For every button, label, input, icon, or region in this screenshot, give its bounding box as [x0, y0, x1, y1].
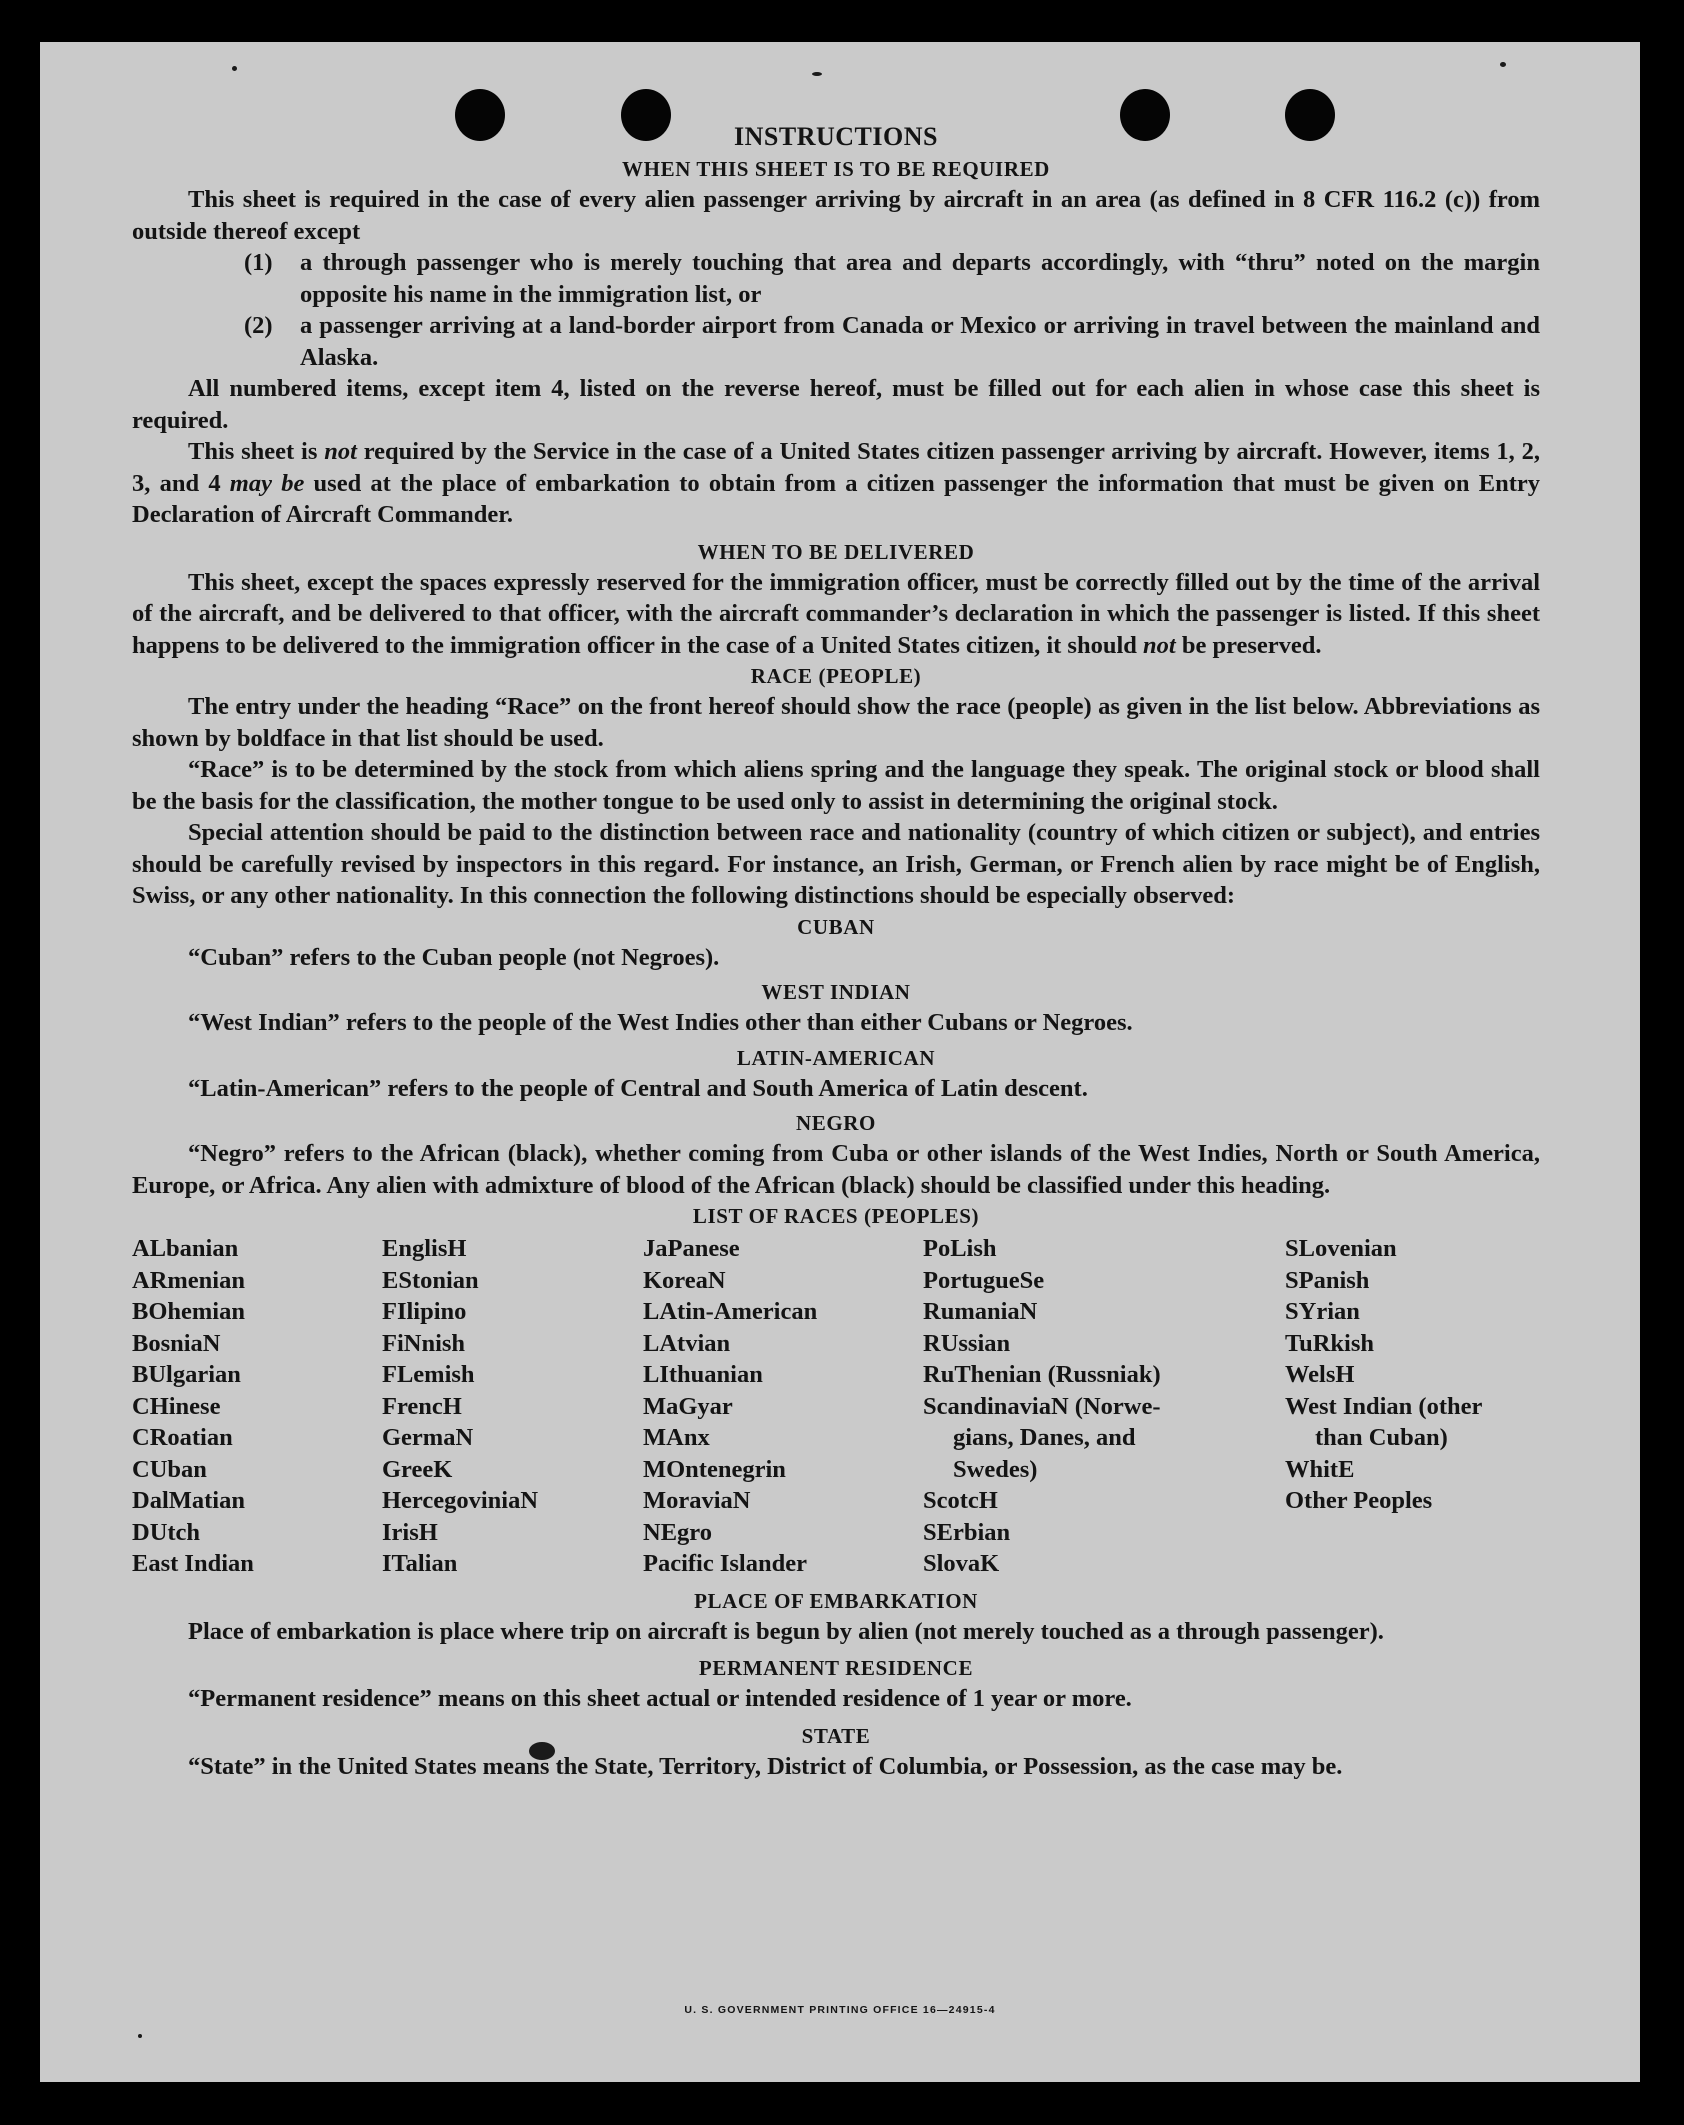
race-entry: KoreaN [643, 1266, 726, 1294]
heading-place-of-embarkation: PLACE OF EMBARKATION [694, 1588, 978, 1613]
race-entry: IrisH [382, 1518, 438, 1546]
race-entry: PoLish [923, 1235, 997, 1262]
race-entry: FIlipino [382, 1298, 467, 1325]
race-entry: MAnx [643, 1424, 710, 1451]
heading-when-required: WHEN THIS SHEET IS TO BE REQUIRED [622, 157, 1050, 181]
race-entry: LAtvian [643, 1329, 731, 1357]
race-entry: ALbanian [132, 1235, 239, 1262]
race-entry: East Indian [132, 1550, 254, 1577]
paragraph: “State” in the United States means the State, Territory, District of Columbia, or Possession, as the case may be. [188, 1752, 1343, 1780]
race-entry-continued: than Cuban) [1315, 1424, 1448, 1451]
heading-when-delivered: WHEN TO BE DELIVERED [697, 539, 975, 564]
paragraph: “Race” is to be determined by the stock from which aliens spring and the language they speak. The original stock or blood shall be the basis for the classification, the mother tongue to be used only to assist in determining the original stock. [132, 756, 1540, 815]
race-entry: PortugueSe [923, 1266, 1045, 1294]
printing-office-footer: U. S. GOVERNMENT PRINTING OFFICE 16—24915-4 [684, 2004, 996, 2016]
race-entry: West Indian (other [1285, 1392, 1483, 1420]
race-entry: MOntenegrin [643, 1455, 786, 1483]
heading-permanent-residence: PERMANENT RESIDENCE [698, 1656, 974, 1680]
race-entry: BosniaN [132, 1329, 221, 1357]
race-entry: SErbian [923, 1518, 1011, 1546]
paragraph: “Permanent residence” means on this sheet actual or intended residence of 1 year or more. [188, 1685, 1132, 1712]
heading-cuban: CUBAN [797, 914, 875, 939]
heading-state: STATE [801, 1723, 871, 1748]
paragraph: Place of embarkation is place where trip on aircraft is begun by alien (not merely touched as a through passenger). [188, 1617, 1384, 1645]
races-table [132, 1233, 1540, 1580]
ink-speck [1500, 62, 1506, 67]
race-entry: SYrian [1285, 1298, 1360, 1325]
race-entry: FiNnish [382, 1329, 466, 1357]
race-entry: CHinese [132, 1392, 221, 1420]
race-entry: CRoatian [132, 1424, 233, 1451]
heading-list-of-races: LIST OF RACES (PEOPLES) [692, 1204, 980, 1228]
race-entry: JaPanese [643, 1235, 740, 1262]
races-column-1 [132, 1233, 382, 1580]
race-entry: SPanish [1285, 1266, 1370, 1294]
race-entry: RUssian [923, 1329, 1011, 1357]
paragraph: This sheet is required in the case of every alien passenger arriving by aircraft in an area (as defined in 8 CFR 116.2 (c)) from outside thereof except [132, 186, 1540, 245]
race-entry: ScotcH [923, 1487, 998, 1514]
race-entry: ScandinaviaN (Norwe- [923, 1392, 1161, 1420]
race-entry: NEgro [643, 1518, 712, 1546]
races-column-4 [923, 1233, 1285, 1580]
race-entry: Other Peoples [1285, 1487, 1433, 1514]
race-entry: SlovaK [923, 1550, 1000, 1577]
race-entry: WelsH [1285, 1361, 1355, 1388]
paragraph: “Latin-American” refers to the people of Central and South America of Latin descent. [188, 1074, 1088, 1102]
race-entry: TuRkish [1285, 1329, 1375, 1357]
race-entry: GermaN [382, 1424, 474, 1451]
heading-race: RACE (PEOPLE) [750, 664, 922, 688]
race-entry-continued: Swedes) [953, 1455, 1038, 1483]
document-page [40, 42, 1640, 2082]
paragraph: All numbered items, except item 4, listed on the reverse hereof, must be filled out for each alien in whose case this sheet is required. [132, 375, 1540, 434]
heading-west-indian: WEST INDIAN [761, 980, 911, 1004]
race-entry: BUlgarian [132, 1361, 241, 1388]
paragraph: “West Indian” refers to the people of the West Indies other than either Cubans or Negroes. [188, 1009, 1133, 1036]
ink-speck [812, 72, 822, 76]
race-entry: SLovenian [1285, 1235, 1397, 1262]
race-entry: RuThenian (Russniak) [923, 1361, 1161, 1388]
list-item: (1) a through passenger who is merely touching that area and departs accordingly, with “thru” noted on the margin opposite his name in the immigration list, or [244, 249, 1540, 308]
race-entry: GreeK [382, 1455, 453, 1483]
race-entry: HercegoviniaN [382, 1487, 539, 1514]
race-entry: BOhemian [132, 1298, 245, 1325]
race-entry: WhitE [1285, 1455, 1355, 1483]
heading-negro: NEGRO [795, 1111, 876, 1135]
race-entry: MoraviaN [643, 1487, 751, 1514]
race-entry: CUban [132, 1455, 207, 1483]
ink-speck [232, 66, 237, 71]
ink-speck [138, 2034, 142, 2038]
race-entry-continued: gians, Danes, and [953, 1424, 1136, 1451]
race-entry: EStonian [382, 1266, 479, 1294]
race-entry: ARmenian [132, 1266, 245, 1294]
race-entry: MaGyar [643, 1392, 733, 1420]
paragraph: This sheet, except the spaces expressly reserved for the immigration officer, must be correctly filled out by the time of the arrival of the aircraft, and be delivered to that officer, with the aircraft commander’s declaration in which the passenger is listed. If this sheet happens to be delivered to the immigration officer in the case of a United States citizen, it should not be preserved. [132, 568, 1540, 659]
paragraph: This sheet is not required by the Service in the case of a United States citizen passenger arriving by aircraft. However, items 1, 2, 3, and 4 may be used at the place of embarkation to obtain from a citizen passenger the information that must be given on Entry Declaration of Aircraft Commander. [132, 438, 1541, 528]
races-column-2 [382, 1233, 643, 1580]
race-entry: DalMatian [132, 1487, 245, 1514]
page-title: INSTRUCTIONS [734, 122, 938, 151]
races-column-5 [1285, 1233, 1540, 1580]
heading-latin-american: LATIN-AMERICAN [736, 1045, 936, 1070]
race-entry: FLemish [382, 1361, 475, 1388]
races-column-3 [643, 1233, 923, 1580]
paragraph: “Negro” refers to the African (black), whether coming from Cuba or other islands of the West Indies, North or South America, Europe, or Africa. Any alien with admixture of blood of the African (black) should be classified under this heading. [132, 1140, 1540, 1199]
race-entry: LIthuanian [643, 1361, 763, 1388]
race-entry: RumaniaN [923, 1298, 1038, 1325]
paragraph: Special attention should be paid to the distinction between race and nationality (country of which citizen or subject), and entries should be carefully revised by inspectors in this regard. For instance, an Irish, German, or French alien by race might be of English, Swiss, or any other nationality. In this connection the following distinctions should be especially observed: [132, 819, 1540, 909]
race-entry: Pacific Islander [643, 1550, 807, 1577]
instructions-body [132, 120, 1540, 1782]
paragraph: The entry under the heading “Race” on the front hereof should show the race (people) as given in the list below. Abbreviations as shown by boldface in that list should be used. [132, 693, 1540, 752]
race-entry: FrencH [382, 1392, 462, 1420]
race-entry: LAtin-American [643, 1298, 818, 1325]
paragraph: “Cuban” refers to the Cuban people (not Negroes). [188, 943, 720, 971]
list-item: (2) a passenger arriving at a land-border airport from Canada or Mexico or arriving in travel between the mainland and Alaska. [244, 312, 1540, 371]
race-entry: ITalian [382, 1550, 458, 1577]
race-entry: DUtch [132, 1518, 201, 1546]
race-entry: EnglisH [382, 1235, 467, 1262]
